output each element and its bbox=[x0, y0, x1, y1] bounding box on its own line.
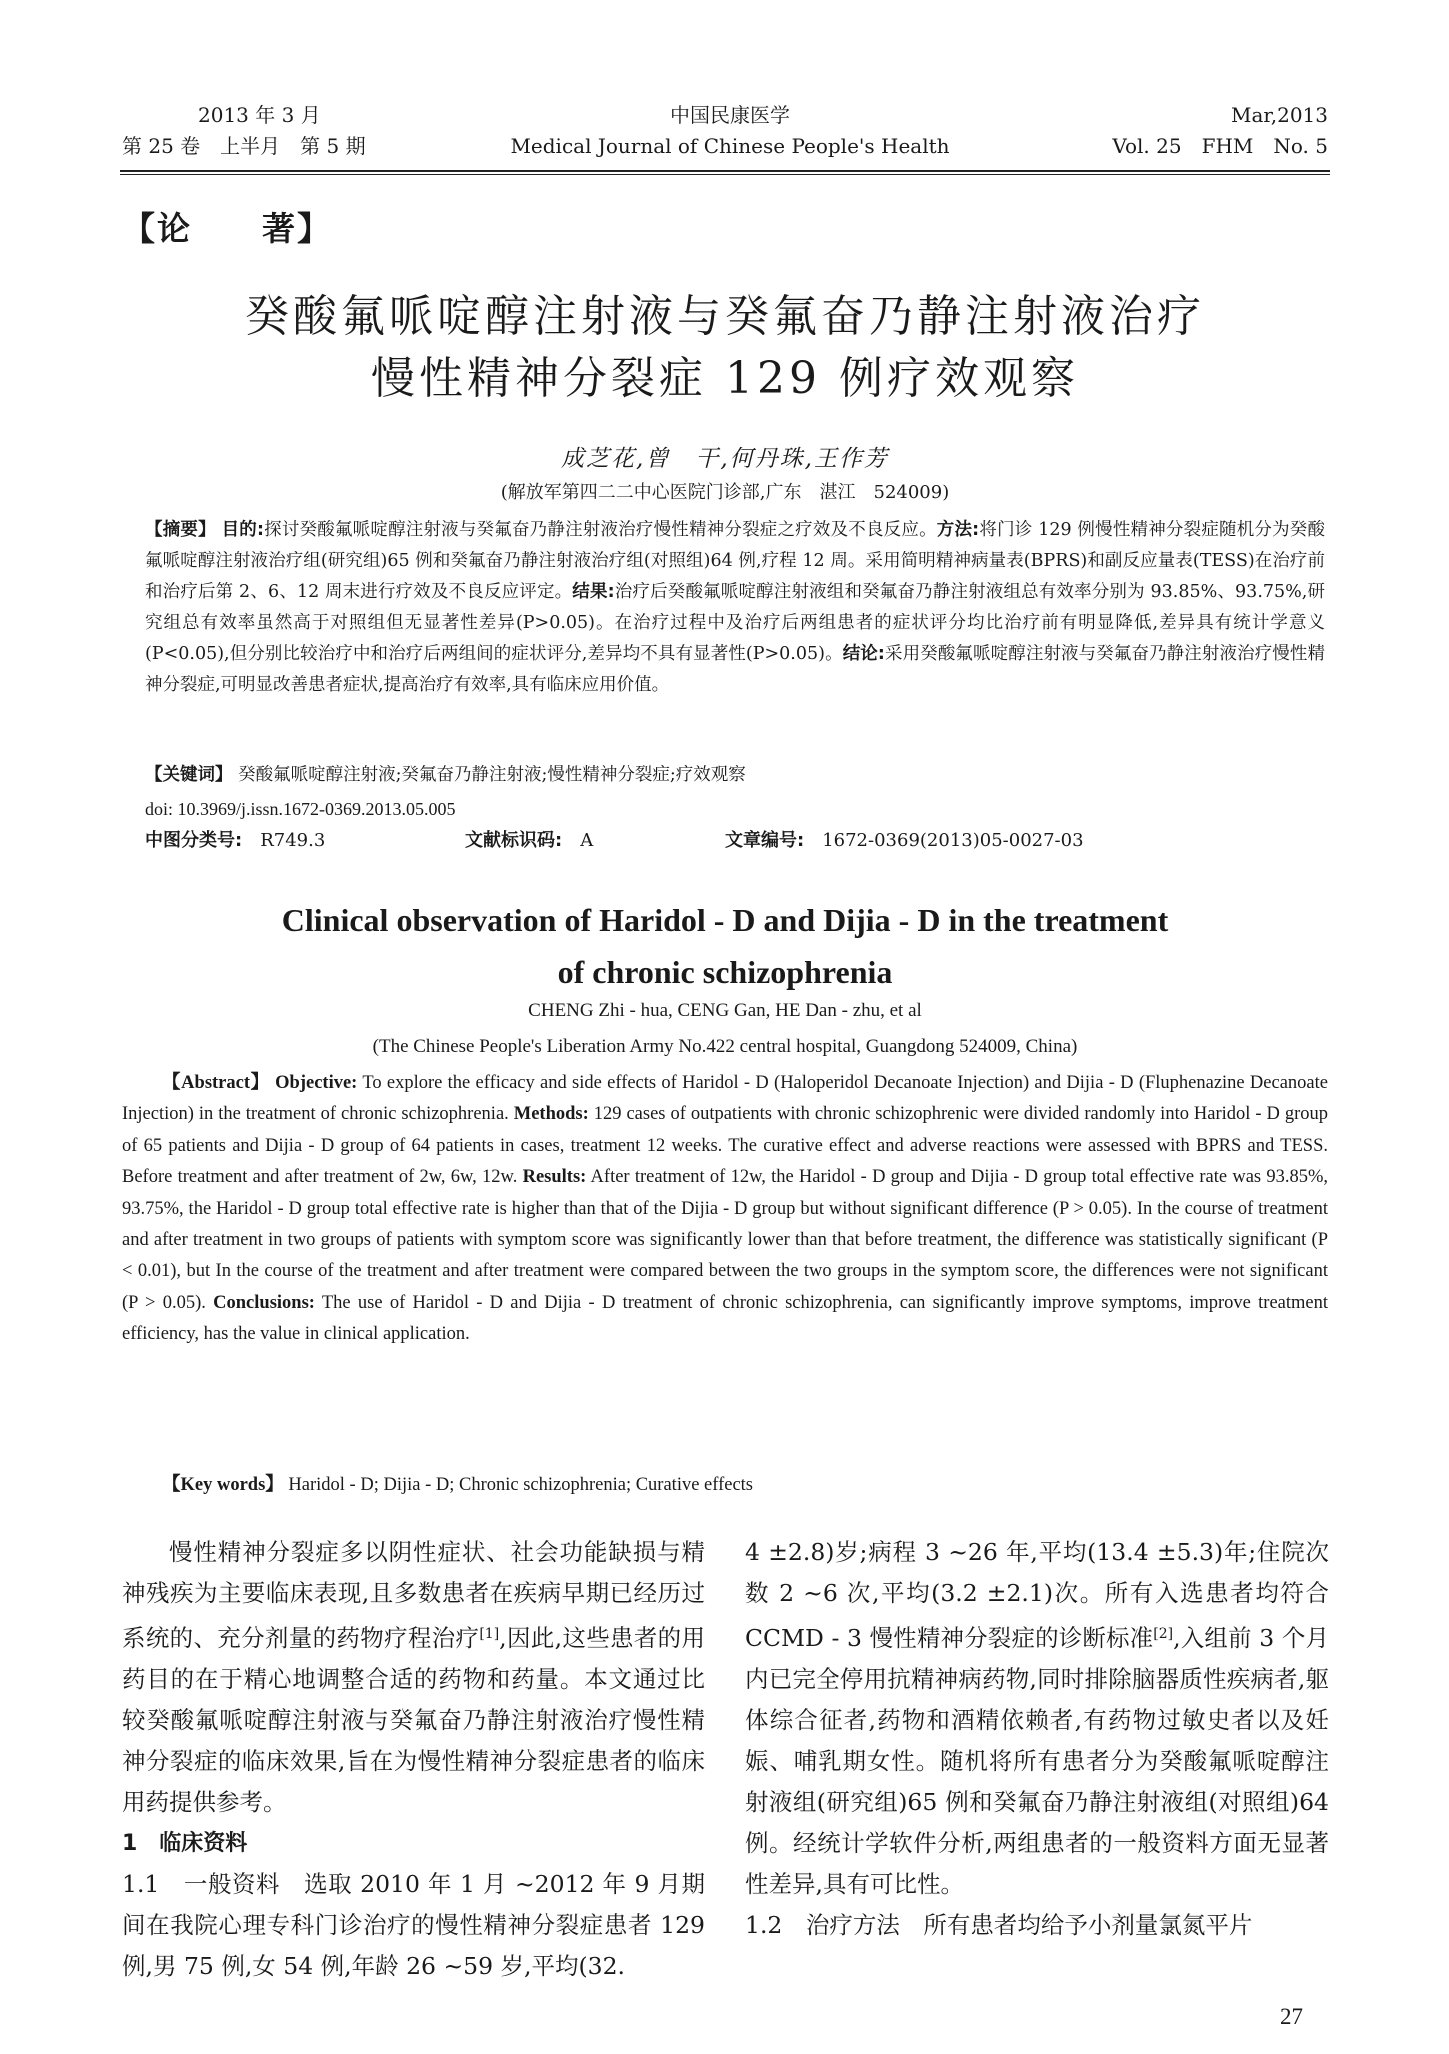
intro-text-cont: ,因此,这些患者的用药目的在于精心地调整合适的药物和药量。本文通过比较癸酸氟哌啶醇注射液与癸氟奋乃静注射液治疗慢性精神分裂症的临床效果,旨在为慢性精神分裂症患者的临床用药提供参考。 bbox=[122, 1624, 706, 1816]
conclusions-label-en: Conclusions: bbox=[213, 1292, 315, 1313]
section-1-1-text: 选取 2010 年 1 月 ~2012 年 9 月期间在我院心理专科门诊治疗的慢性精神分裂症患者 129 例,男 75 例,女 54 例,年龄 26 ~59 岁,平均(32. bbox=[122, 1870, 705, 1980]
abstract-cn bbox=[145, 515, 1325, 701]
keywords-en-label: 【Key words】 bbox=[162, 1475, 284, 1495]
header-rule bbox=[120, 170, 1330, 172]
methods-cn: 将门诊 129 例慢性精神分裂症随机分为癸酸氟哌啶醇注射液治疗组(研究组)65 例和癸氟奋乃静注射液治疗组(对照组)64 例,疗程 12 周。采用简明精神病量表(BPRS)和副反应量表(TESS)在治疗前和治疗后第 2、6、12 周末进行疗效及不良反应评定。 bbox=[145, 520, 1326, 602]
conclusion-label-cn: 结论: bbox=[842, 644, 885, 664]
article-no-value: 1672-0369(2013)05-0027-03 bbox=[822, 830, 1084, 851]
header-date: 2013 年 3 月 bbox=[198, 103, 321, 127]
section-1-1-ref: [2] bbox=[1153, 1626, 1174, 1642]
authors-cn: 成芝花,曾 干,何丹珠,王作芳 bbox=[561, 446, 889, 472]
header-left bbox=[122, 100, 366, 162]
conclusions-en: The use of Haridol - D and Dijia - D treatment of chronic schizophrenia, can significantly improve symptoms, improve treatment efficiency, has the value in clinical application. bbox=[122, 1292, 1329, 1345]
results-label-en: Results: bbox=[522, 1167, 587, 1188]
objective-en: To explore the efficacy and side effects of Haridol - D (Haloperidol Decanoate Injection) and Dijia - D (Fluphenazine Decanoate Injection) in the treatment of chronic schizophrenia. bbox=[122, 1073, 1328, 1125]
conclusion-cn: 采用癸酸氟哌啶醇注射液与癸氟奋乃静注射液治疗慢性精神分裂症,可明显改善患者症状,提高治疗有效率,具有临床应用价值。 bbox=[145, 644, 1326, 695]
page-number: 27 bbox=[1280, 2004, 1303, 2029]
methods-label-en: Methods: bbox=[513, 1104, 589, 1125]
intro-ref: [1] bbox=[479, 1626, 500, 1642]
article-no bbox=[725, 826, 1084, 856]
objective-label-cn: 目的: bbox=[221, 520, 264, 540]
journal-name-cn: 中国民康医学 bbox=[670, 103, 790, 127]
clc-value: R749.3 bbox=[260, 830, 326, 851]
header-volume: 第 25 卷 上半月 第 5 期 bbox=[122, 134, 366, 158]
affiliation-en: (The Chinese People's Liberation Army No.422 central hospital, Guangdong 524009, China) bbox=[372, 1036, 1078, 1057]
abstract-cn-label: 【摘要】 bbox=[145, 520, 216, 540]
doi bbox=[145, 794, 456, 824]
section-1-1-cont bbox=[745, 1532, 1329, 1905]
keywords-cn-text: 癸酸氟哌啶醇注射液;癸氟奋乃静注射液;慢性精神分裂症;疗效观察 bbox=[238, 765, 746, 785]
body-column-right bbox=[745, 1532, 1329, 1946]
header-rule-thin bbox=[120, 174, 1330, 175]
title-en bbox=[120, 894, 1330, 998]
article-no-label: 文章编号: bbox=[725, 830, 805, 851]
header-date-en: Mar,2013 bbox=[1230, 103, 1328, 127]
section-1-2-label: 1.2 治疗方法 bbox=[745, 1911, 900, 1939]
journal-name-en: Medical Journal of Chinese People's Health bbox=[510, 134, 950, 158]
section-1-2-text: 所有患者均给予小剂量氯氮平片 bbox=[899, 1911, 1253, 1939]
doi-label: doi: bbox=[145, 799, 174, 819]
results-cn: 治疗后癸酸氟哌啶醇注射液组和癸氟奋乃静注射液组总有效率分别为 93.85%、93.75%,研究组总有效率虽然高于对照组但无显著性差异(P>0.05)。在治疗过程中及治疗后两组患者的症状评分均比治疗前有明显降低,差异具有统计学意义(P<0.05),但分别比较治疗中和治疗后两组间的症状评分,差异均不具有显著性(P>0.05)。 bbox=[145, 582, 1326, 664]
results-en: After treatment of 12w, the Haridol - D group and Dijia - D group total effective rate was 93.85%, 93.75%, the Haridol - D group total effective rate is higher than that of the Dijia - D group but without significant difference (P > 0.05). In the course of treatment and after treatment in two groups of patients with symptom score was significantly lower than that before treatment, the difference was statistically significant (P < 0.01), but In the course of the treatment and after treatment were compared between the two groups in the symptom score, the differences were not significant (P > 0.05). bbox=[122, 1167, 1329, 1313]
section-1-2 bbox=[745, 1905, 1329, 1946]
header-center bbox=[460, 100, 1000, 162]
methods-en: 129 cases of outpatients with chronic schizophrenic were divided randomly into Haridol - D group of 65 patients and Dijia - D group of 64 patients in cases, treatment 12 weeks. The curative effect and adverse reactions were assessed with BPRS and TESS. Before treatment and after treatment of 2w, 6w, 12w. bbox=[122, 1104, 1329, 1188]
header-volume-en: Vol. 25 FHM No. 5 bbox=[1112, 134, 1328, 158]
objective-cn: 探讨癸酸氟哌啶醇注射液与癸氟奋乃静注射液治疗慢性精神分裂症之疗效及不良反应。 bbox=[263, 520, 937, 540]
results-label-cn: 结果: bbox=[572, 582, 615, 602]
title-en-line1: Clinical observation of Haridol - D and Dijia - D in the treatment bbox=[281, 902, 1169, 938]
doi-value: 10.3969/j.issn.1672-0369.2013.05.005 bbox=[177, 799, 456, 819]
doc-code-value: A bbox=[580, 830, 594, 851]
intro-text: 慢性精神分裂症多以阴性症状、社会功能缺损与精神残疾为主要临床表现,且多数患者在疾病早期已经历过系统的、充分剂量的药物疗程治疗 bbox=[122, 1538, 705, 1652]
keywords-en bbox=[162, 1470, 1322, 1500]
doc-code-label: 文献标识码: bbox=[465, 830, 563, 851]
abstract-en-label: 【Abstract】 bbox=[162, 1073, 270, 1093]
keywords-en-text: Haridol - D; Dijia - D; Chronic schizophrenia; Curative effects bbox=[288, 1475, 754, 1495]
keywords-cn-label: 【关键词】 bbox=[145, 765, 233, 785]
intro-paragraph bbox=[122, 1532, 705, 1823]
methods-label-cn: 方法: bbox=[936, 520, 980, 540]
title-cn-line2: 慢性精神分裂症 129 例疗效观察 bbox=[371, 353, 1079, 404]
section-1-1-cont-text: 4 ±2.8)岁;病程 3 ~26 年,平均(13.4 ±5.3)年;住院次数 2 ~6 次,平均(3.2 ±2.1)次。所有入选患者均符合 CCMD - 3 慢性精神分裂症的诊断标准 bbox=[745, 1538, 1329, 1652]
keywords-cn bbox=[145, 760, 1325, 790]
clc bbox=[145, 826, 325, 856]
section-1-1 bbox=[122, 1864, 705, 1987]
header-right bbox=[1050, 100, 1328, 162]
section-1-1-cont-text2: ,入组前 3 个月内已完全停用抗精神病药物,同时排除脑器质性疾病者,躯体综合征者,药物和酒精依赖者,有药物过敏史者以及妊娠、哺乳期女性。随机将所有患者分为癸酸氟哌啶醇注射液组(研究组)65 例和癸氟奋乃静注射液组(对照组)64 例。经统计学软件分析,两组患者的一般资料方面无显著性差异,具有可比性。 bbox=[745, 1624, 1329, 1898]
section-label: 【论 著】 bbox=[122, 209, 332, 248]
authors-en: CHENG Zhi - hua, CENG Gan, HE Dan - zhu, et al bbox=[528, 1000, 922, 1021]
heading-1: 1 临床资料 bbox=[122, 1831, 248, 1856]
title-en-line2: of chronic schizophrenia bbox=[557, 954, 893, 990]
doc-code bbox=[465, 826, 593, 856]
title-cn-line1: 癸酸氟哌啶醇注射液与癸氟奋乃静注射液治疗 bbox=[245, 291, 1205, 342]
section-1-1-label: 1.1 一般资料 bbox=[122, 1870, 281, 1898]
body-column-left bbox=[122, 1532, 705, 1987]
affiliation-cn: (解放军第四二二中心医院门诊部,广东 湛江 524009) bbox=[500, 482, 950, 503]
objective-label-en: Objective: bbox=[275, 1073, 358, 1093]
clc-label: 中图分类号: bbox=[145, 830, 243, 851]
abstract-en bbox=[122, 1068, 1328, 1351]
title-cn bbox=[120, 286, 1330, 410]
